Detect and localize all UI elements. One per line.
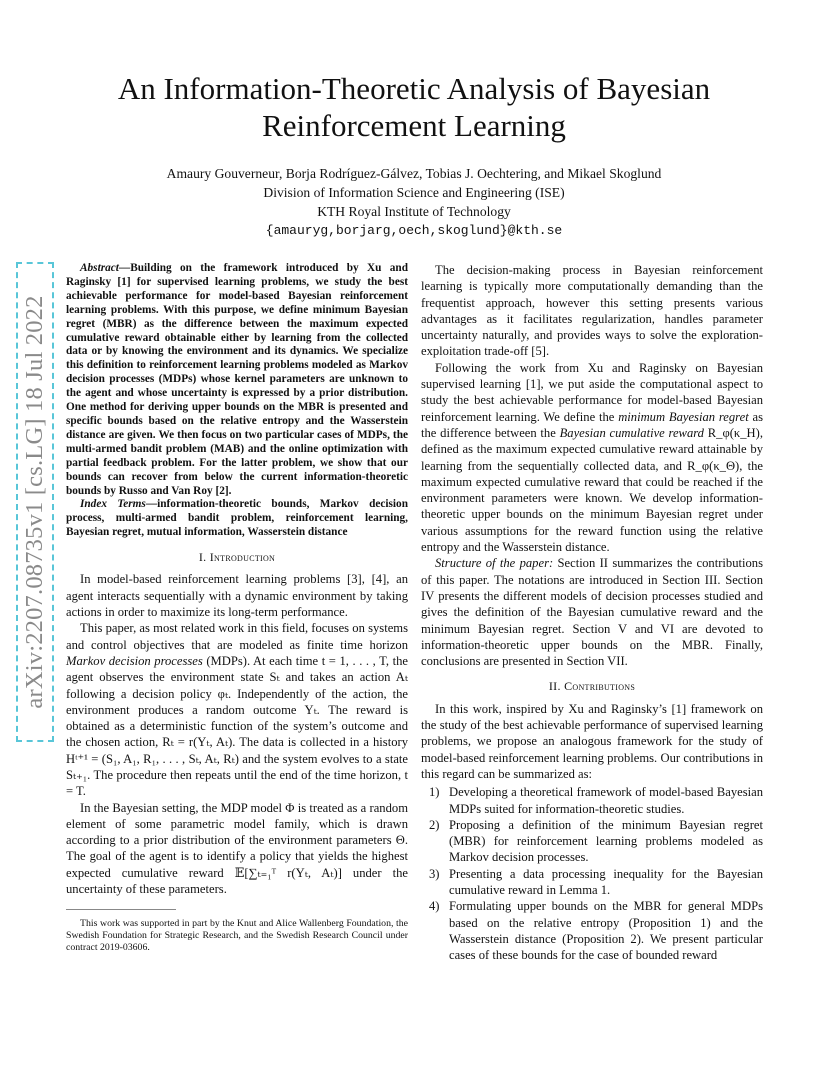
index-terms xyxy=(66,498,408,540)
author-email: {amauryg,borjarg,oech,skoglund}@kth.se xyxy=(265,223,563,238)
left-column xyxy=(66,262,408,954)
abstract-text: —Building on the framework introduced by Xu and Raginsky [1] for supervised learning problems, we study the best achievable performance for model-based Bayesian reinforcement learning problems. With this purpose, we define minimum Bayesian regret (MBR) as the difference between the maximum expected cumulative reward obtainable either by learning from the collected data or by knowing the environment and its dynamics. We specialize this definition to reinforcement learning problems modeled as Markov decision processes (MDPs) whose kernel parameters are unknown to the agent and whose uncertainty is expressed by a prior distribution. One method for deriving upper bounds on the MBR is presented and specific bounds based on the relative entropy and the Wasserstein distance are given. We then focus on two particular cases of MDPs, the multi-armed bandit problem (MAB) and the online optimization with partial feedback problem. For the latter problem, we show that our bounds can recover from below the current information-theoretic bounds by Russo and Van Roy [2]. xyxy=(66,262,408,497)
list-item-text: Formulating upper bounds on the MBR for general MDPs based on the relative entropy (Proposition 1) and the Wasserstein distance (Proposition 2). We present particular cases of these bounds for the case of bounded reward xyxy=(449,899,763,963)
contributions-list xyxy=(421,784,763,963)
author-block xyxy=(0,164,828,240)
section-title: Contributions xyxy=(564,679,636,694)
list-number: 1) xyxy=(429,785,440,800)
right-paragraph-1: The decision-making process in Bayesian reinforcement learning is typically more computationally demanding than the frequentist approach, however this setting presents various advantages as it facilitates regularization, handles parameter uncertainty naturally, and provides ways to solve the exploration-exploitation trade-off [5]. xyxy=(421,263,763,359)
list-item xyxy=(421,866,763,899)
title-line-1: An Information-Theoretic Analysis of Bayesian xyxy=(117,71,711,106)
list-item-text: Developing a theoretical framework of model-based Bayesian MDPs suited for information-theoretic studies. xyxy=(449,785,763,816)
right-column xyxy=(421,262,763,963)
intro-paragraph-2-emphasis: Markov decision processes xyxy=(66,653,203,668)
arxiv-stamp xyxy=(20,266,50,738)
structure-paragraph xyxy=(421,555,763,669)
arxiv-stamp-text: arXiv:2207.08735v1 [cs.LG] 18 Jul 2022 xyxy=(20,266,50,738)
section-title: Introduction xyxy=(209,550,276,565)
index-terms-label: Index Terms xyxy=(80,498,146,511)
list-item xyxy=(421,784,763,817)
intro-paragraph-3: In the Bayesian setting, the MDP model Φ is treated as a random element of some parametric model family, which is drawn according to a prior distribution of the environment parameters Θ. The goal of the agent is to identify a policy that yields the highest expected cumulative reward 𝔼[∑ₜ₌₁ᵀ r(Yₜ, Aₜ)] under the uncertainty of these parameters. xyxy=(66,800,408,897)
list-number: 2) xyxy=(429,817,440,832)
author-list: Amaury Gouverneur, Borja Rodríguez-Gálvez, Tobias J. Oechtering, and Mikael Skoglund xyxy=(166,166,662,181)
footnote-rule xyxy=(66,909,176,910)
list-item xyxy=(421,817,763,866)
structure-label: Structure of the paper: xyxy=(435,556,554,571)
intro-paragraph-2-start: This paper, as most related work in this field, focuses on systems and control objectives that are modeled as finite time horizon xyxy=(66,621,408,652)
section-number: II. xyxy=(548,679,561,694)
right-paragraph-2-rest: R_φ(κ_H), defined as the maximum expected cumulative reward attainable by learning from the sequentially collected data, and R_φ(κ_Θ), the maximum expected cumulative reward that could be reached if the environment parameters were known. We develop information-theoretic upper bounds on the minimum Bayesian regret under various assumptions for the reward function using the relative entropy and the Wasserstein distance. xyxy=(421,425,763,555)
list-item-text: Proposing a definition of the minimum Bayesian regret (MBR) for reinforcement learning problems modeled as Markov decision processes. xyxy=(449,817,763,865)
list-item-text: Presenting a data processing inequality for the Bayesian cumulative reward in Lemma 1. xyxy=(449,866,763,897)
structure-text: Section II summarizes the contributions of this paper. The notations are introduced in Section III. Section IV presents the different models of decision processes studied and gives the definition of the Bayesian cumulative reward and the minimum Bayesian regret. Section V and VI are devoted to information-theoretic upper bounds on the MBR. Finally, conclusions are presented in Section VII. xyxy=(421,556,764,669)
intro-paragraph-1: In model-based reinforcement learning problems [3], [4], an agent interacts sequentially with a dynamic environment by taking actions in order to maximize its long-term performance. xyxy=(66,572,408,620)
paper-title xyxy=(0,70,828,144)
abstract-label: Abstract xyxy=(80,262,119,274)
intro-paragraph-2 xyxy=(66,620,408,799)
intro-paragraph-2-rest: (MDPs). At each time t = 1, . . . , T, the agent observes the environment state Sₜ and takes an action Aₜ following a decision policy φₜ. Independently of the action, the environment produces a random outcome Yₜ. The reward is obtained as a deterministic function of the system’s outcome and the chosen action, Rₜ = r(Yₜ, Aₜ). The data is collected in a history Hᵗ⁺¹ = (S₁, A₁, R₁, . . . , Sₜ, Aₜ, Rₜ) and the system evolves to a state Sₜ₊₁. The procedure then repeats until the end of the time horizon, t = T. xyxy=(66,653,408,799)
right-paragraph-2-mid: as the difference between the xyxy=(421,409,764,440)
list-item xyxy=(421,898,763,963)
section-number: I. xyxy=(198,550,207,565)
section-heading-contributions xyxy=(421,678,763,694)
index-terms-text: —information-theoretic bounds, Markov decision process, multi-armed bandit problem, reinforcement learning, Bayesian regret, mutual information, Wasserstein distance xyxy=(66,498,408,539)
list-number: 4) xyxy=(429,899,440,914)
term-minimum-bayesian-regret: minimum Bayesian regret xyxy=(618,409,749,424)
list-number: 3) xyxy=(429,866,440,881)
affiliation-institute: KTH Royal Institute of Technology xyxy=(317,204,511,219)
funding-footnote: This work was supported in part by the Knut and Alice Wallenberg Foundation, the Swedish Foundation for Strategic Research, and the Swedish Research Council under contract 2019-03606. xyxy=(66,918,408,954)
title-line-2: Reinforcement Learning xyxy=(262,108,566,143)
contributions-intro: In this work, inspired by Xu and Raginsky’s [1] framework on the study of the best achievable performance of supervised learning problems, we propose an analogous framework for the study of model-based reinforcement learning problems. Our contributions in this regard can be summarized as: xyxy=(421,701,763,781)
abstract xyxy=(66,262,408,498)
term-bayesian-cumulative-reward: Bayesian cumulative reward xyxy=(559,425,704,440)
right-paragraph-2 xyxy=(421,360,763,556)
right-paragraph-2-start: Following the work from Xu and Raginsky on Bayesian supervised learning [1], we put aside the computational aspect to study the best achievable performance for model-based Bayesian reinforcement learning. We define the xyxy=(421,360,763,424)
section-heading-introduction xyxy=(66,549,408,565)
affiliation-division: Division of Information Science and Engineering (ISE) xyxy=(263,185,565,200)
